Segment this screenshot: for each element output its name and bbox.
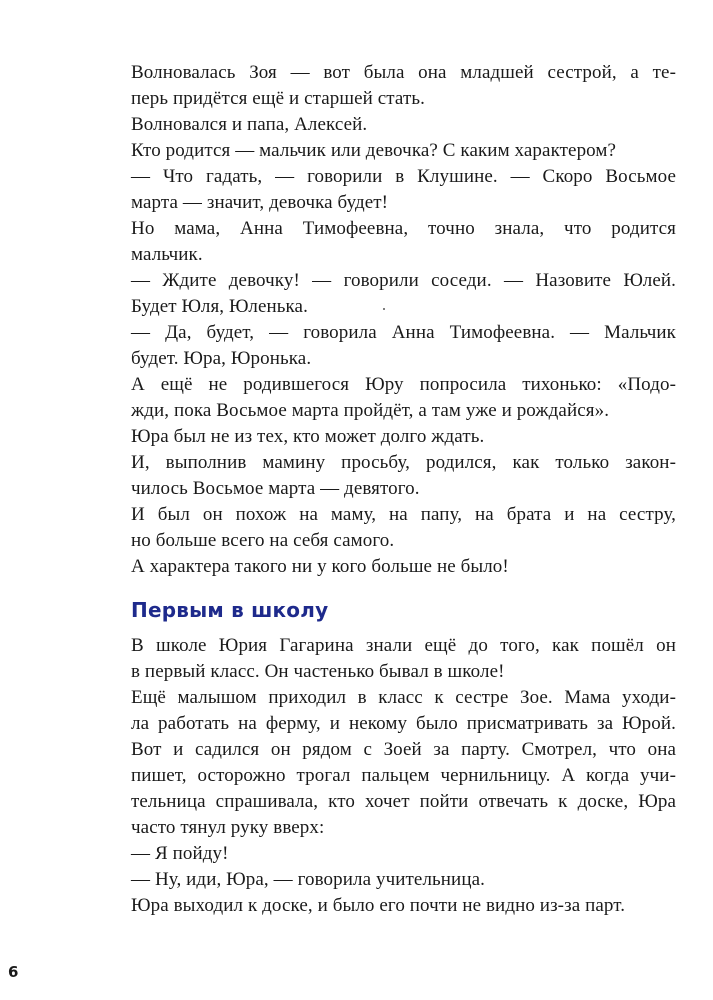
paragraph	[131, 893, 676, 919]
paragraph	[131, 216, 676, 268]
text-line: перь придётся ещё и старшей стать.	[131, 88, 425, 109]
text-line: Волновалась Зоя — вот была она младшей сестрой, а те-	[131, 62, 676, 83]
text-line: Ещё малышом приходил в класс к сестре Зое. Мама уходи-	[131, 687, 676, 708]
text-line: Будет Юля, Юленька.	[131, 296, 308, 317]
text-line: И был он похож на маму, на папу, на брата и на сестру,	[131, 504, 676, 525]
paragraph	[131, 633, 676, 685]
paragraph	[131, 138, 676, 164]
paragraph	[131, 685, 676, 841]
text-line: но больше всего на себя самого.	[131, 530, 395, 551]
text-line: Юра выходил к доске, и было его почти не видно из-за парт.	[131, 895, 626, 916]
text-line: часто тянул руку вверх:	[131, 817, 325, 838]
text-line: Юра был не из тех, кто может долго ждать.	[131, 426, 485, 447]
text-line: Вот и садился он рядом с Зоей за парту. Смотрел, что она	[131, 739, 676, 760]
text-line: Кто родится — мальчик или девочка? С каким характером?	[131, 140, 617, 161]
text-line: марта — значит, девочка будет!	[131, 192, 389, 213]
text-line: — Да, будет, — говорила Анна Тимофеевна. — Мальчик	[131, 322, 676, 343]
text-line: И, выполнив мамину просьбу, родился, как только закон-	[131, 452, 676, 473]
paragraph	[131, 450, 676, 502]
paragraph	[131, 867, 676, 893]
page-number: 6	[8, 963, 19, 981]
text-line: — Я пойду!	[131, 843, 229, 864]
text-block-birth	[131, 60, 676, 580]
text-line: В школе Юрия Гагарина знали ещё до того, как пошёл он	[131, 635, 676, 656]
paragraph	[131, 841, 676, 867]
paragraph	[131, 320, 676, 372]
text-line: мальчик.	[131, 244, 203, 265]
text-line: жди, пока Восьмое марта пройдёт, а там уже и рождайся».	[131, 400, 610, 421]
paragraph	[131, 502, 676, 554]
paragraph	[131, 424, 676, 450]
text-line: тельница спрашивала, кто хочет пойти отвечать к доске, Юра	[131, 791, 676, 812]
text-line: А ещё не родившегося Юру попросила тихонько: «Подо-	[131, 374, 676, 395]
paragraph	[131, 554, 676, 580]
text-line: пишет, осторожно трогал пальцем чернильницу. А когда учи-	[131, 765, 676, 786]
text-line: будет. Юра, Юронька.	[131, 348, 312, 369]
paragraph	[131, 164, 676, 216]
text-block-school	[131, 633, 676, 919]
print-speck	[383, 308, 385, 310]
text-line: — Ну, иди, Юра, — говорила учительница.	[131, 869, 485, 890]
text-line: — Ждите девочку! — говорили соседи. — Назовите Юлей.	[131, 270, 676, 291]
paragraph	[131, 60, 676, 112]
text-line: ла работать на ферму, и некому было присматривать за Юрой.	[131, 713, 676, 734]
text-line: — Что гадать, — говорили в Клушине. — Скоро Восьмое	[131, 166, 676, 187]
text-line: Волновался и папа, Алексей.	[131, 114, 368, 135]
text-line: А характера такого ни у кого больше не было!	[131, 556, 509, 577]
text-line: Но мама, Анна Тимофеевна, точно знала, что родится	[131, 218, 676, 239]
paragraph	[131, 112, 676, 138]
section-heading: Первым в школу	[131, 598, 329, 622]
text-line: в первый класс. Он частенько бывал в школе!	[131, 661, 505, 682]
text-line: чилось Восьмое марта — девятого.	[131, 478, 420, 499]
paragraph	[131, 268, 676, 320]
paragraph	[131, 372, 676, 424]
